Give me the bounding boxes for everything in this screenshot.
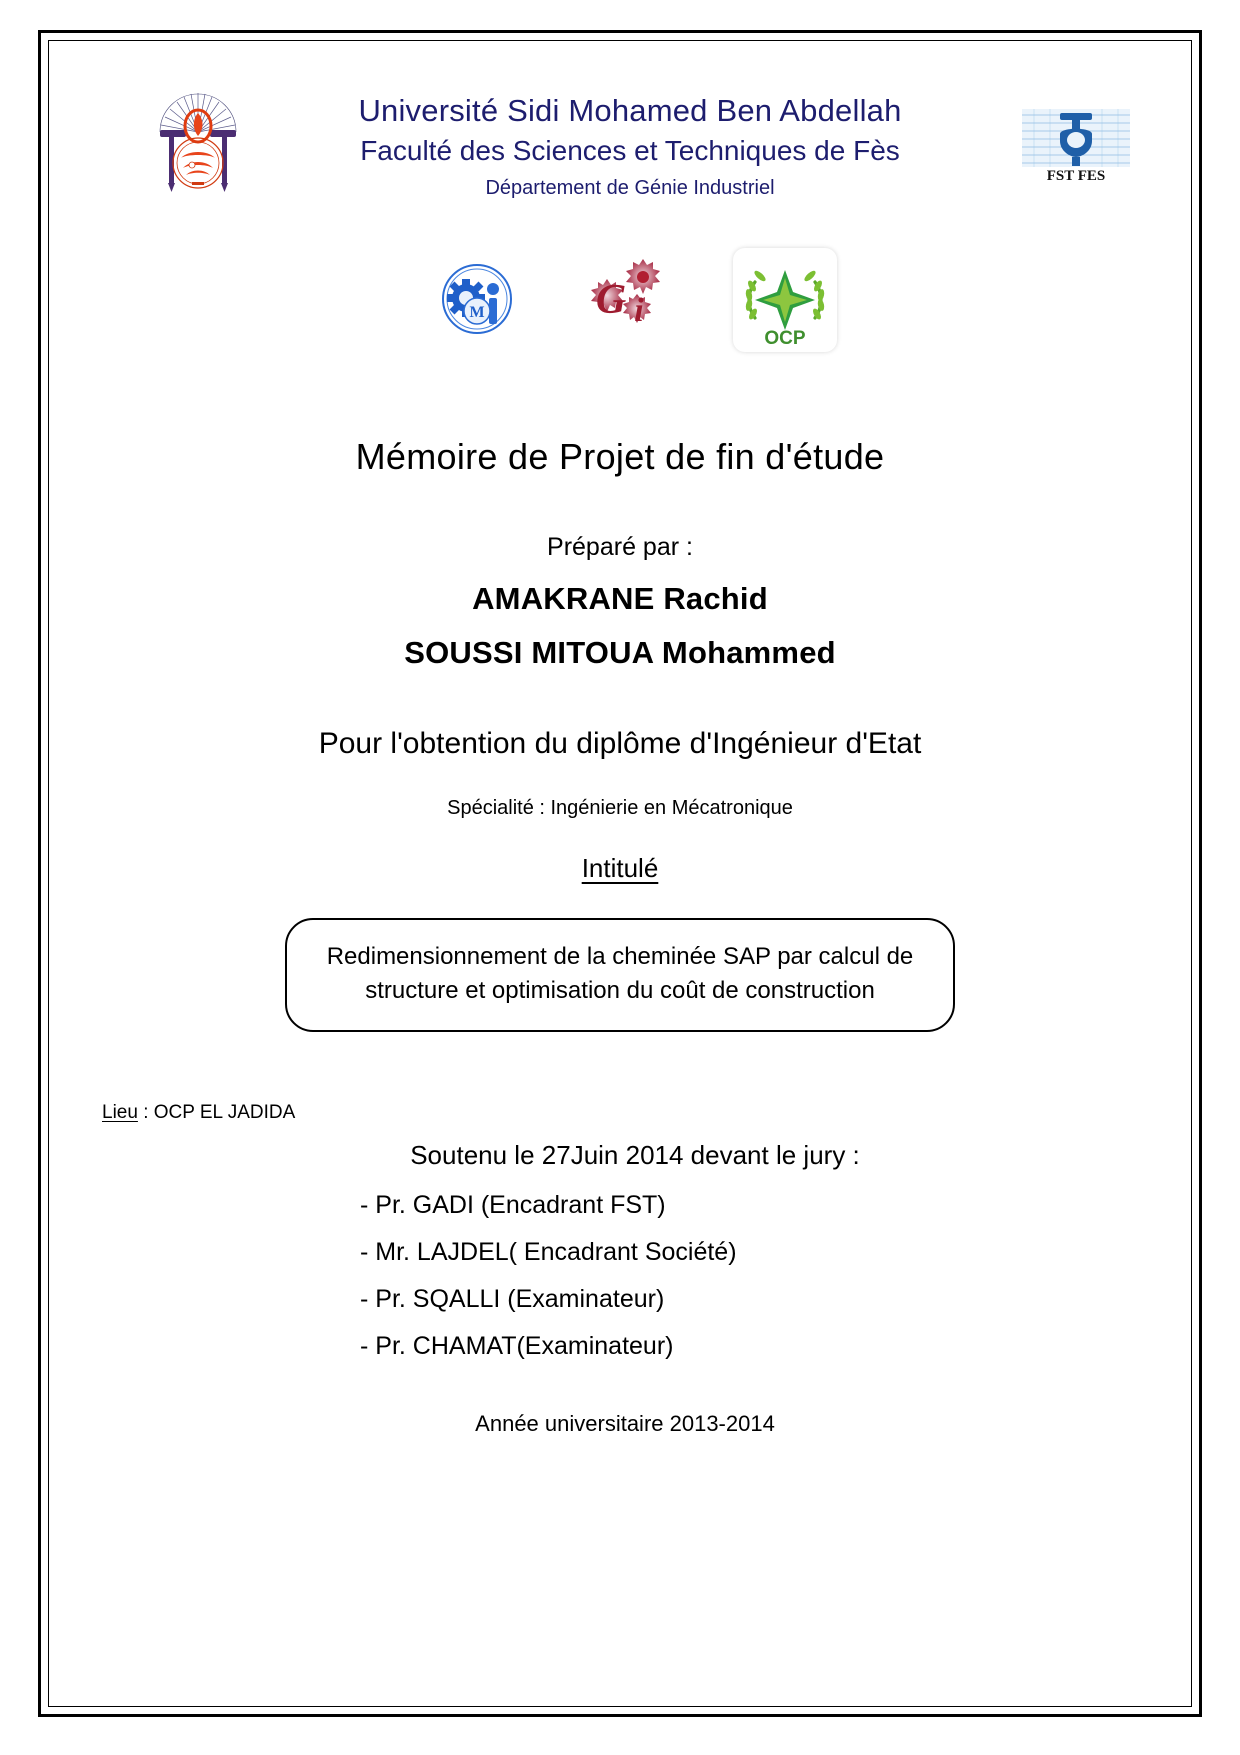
partner-logos-row bbox=[60, 237, 1180, 362]
jury-member: - Mr. LAJDEL( Encadrant Société) bbox=[360, 1238, 737, 1267]
svg-text:i: i bbox=[634, 292, 644, 329]
thesis-title: Redimensionnement de la cheminée SAP par calcul de structure et optimisation du coût de construction bbox=[326, 943, 914, 1005]
academic-year: Année universitaire 2013-2014 bbox=[475, 1411, 775, 1437]
university-name: Université Sidi Mohamed Ben Abdellah bbox=[358, 93, 902, 128]
page-content bbox=[60, 52, 1180, 1695]
author-name-2: SOUSSI MITOUA Mohammed bbox=[404, 635, 836, 670]
intitule-heading-wrap bbox=[60, 853, 1180, 884]
fst-logo-text: FST FES bbox=[1046, 168, 1106, 184]
svg-text:M: M bbox=[469, 304, 485, 321]
department-name: Département de Génie Industriel bbox=[485, 176, 775, 199]
jury-member: - Pr. SQALLI (Examinateur) bbox=[360, 1285, 665, 1314]
author-name-1: AMAKRANE Rachid bbox=[472, 581, 768, 616]
diploma-statement: Pour l'obtention du diplôme d'Ingénieur d'Etat bbox=[318, 727, 922, 760]
ocp-logo-text: OCP bbox=[764, 327, 806, 349]
fst-fes-logo bbox=[1020, 107, 1132, 193]
faculty-name: Faculté des Sciences et Techniques de Fès bbox=[360, 135, 900, 167]
thesis-title-box bbox=[285, 918, 955, 1032]
document-type-title: Mémoire de Projet de fin d'étude bbox=[355, 436, 885, 477]
place-line bbox=[102, 1102, 1180, 1124]
gi-logo bbox=[581, 251, 673, 348]
jury-member: - Pr. GADI (Encadrant FST) bbox=[360, 1191, 666, 1220]
prepared-by-label: Préparé par : bbox=[547, 533, 693, 561]
gmi-logo bbox=[433, 253, 521, 346]
defense-line: Soutenu le 27Juin 2014 devant le jury : bbox=[410, 1140, 860, 1171]
header bbox=[60, 52, 1180, 237]
place-value: OCP EL JADIDA bbox=[153, 1102, 296, 1124]
specialty-line: Spécialité : Ingénierie en Mécatronique bbox=[447, 797, 793, 819]
jury-list bbox=[60, 1193, 1180, 1359]
ocp-logo bbox=[733, 248, 837, 352]
svg-text:G: G bbox=[595, 277, 627, 323]
jury-member: - Pr. CHAMAT(Examinateur) bbox=[360, 1332, 674, 1361]
place-separator: : bbox=[137, 1102, 154, 1124]
place-label: Lieu bbox=[102, 1102, 138, 1124]
header-text-block bbox=[260, 90, 1000, 204]
intitule-heading: Intitulé bbox=[581, 853, 659, 883]
university-seal-logo bbox=[148, 80, 248, 198]
